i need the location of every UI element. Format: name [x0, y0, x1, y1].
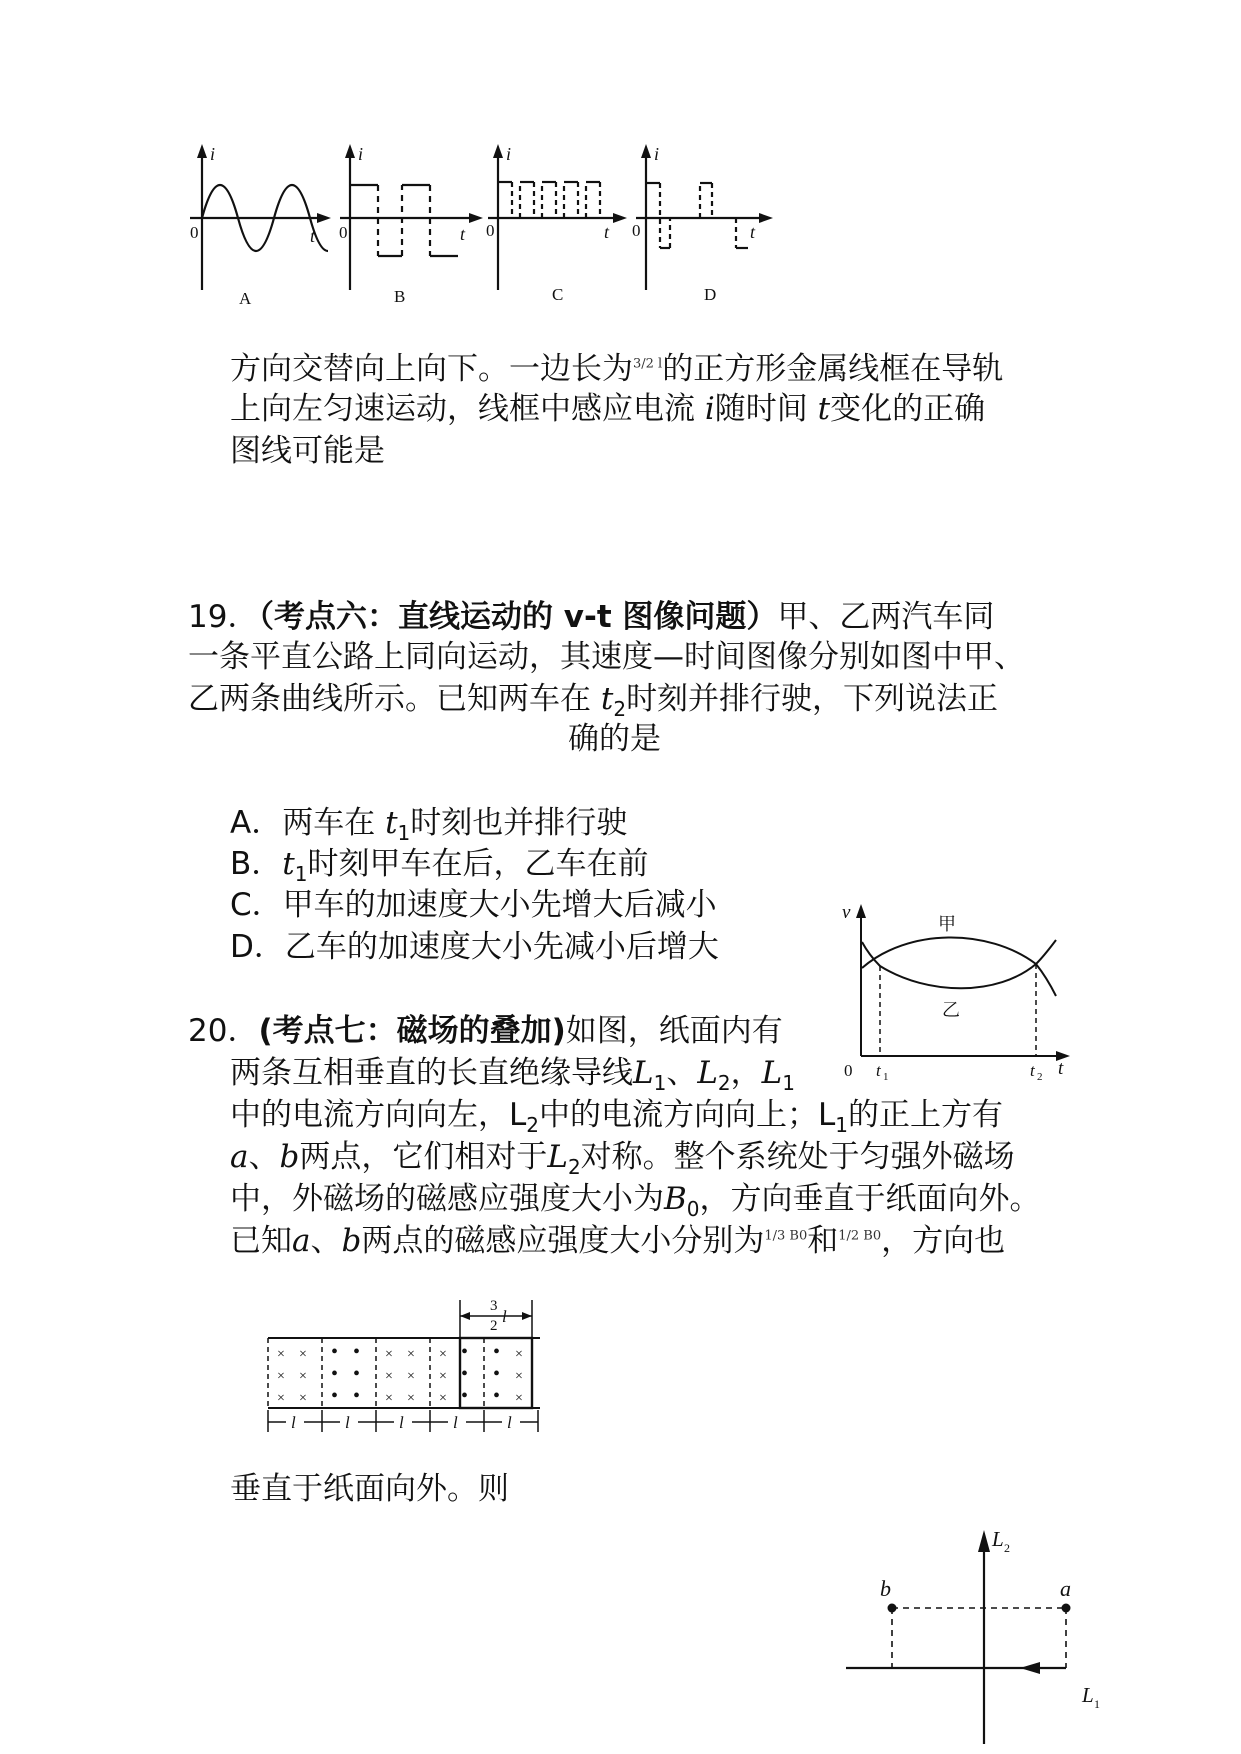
q19-origin: 0	[844, 1061, 853, 1080]
q20-line6-e: ，方向也	[881, 1223, 1006, 1259]
q18-line1-fraction: 3/2 l	[633, 356, 663, 372]
field-out-of-page-mark: •	[493, 1341, 501, 1363]
wires-figure	[840, 1512, 1136, 1748]
q19-line1	[188, 596, 994, 638]
q19-tag: （考点六：直线运动的 v-t 图像问题）	[258, 599, 778, 635]
field-out-of-page-mark: •	[353, 1363, 361, 1385]
q19-line3-sub: 2	[613, 697, 627, 722]
field-out-of-page-mark: •	[353, 1385, 361, 1407]
q19-option-a-var: t	[385, 805, 398, 841]
q19-option-b-post: 时刻甲车在后，乙车在前	[307, 846, 649, 882]
q19-line3-a: 乙两条曲线所示。已知两车在	[188, 681, 591, 717]
q20-line5-B-sub: 0	[686, 1197, 700, 1222]
field-into-page-mark: ×	[277, 1347, 285, 1362]
graph-d-origin: 0	[632, 221, 641, 240]
q20-line3-sub2: 1	[835, 1113, 849, 1138]
q20-line2-a: 两条互相垂直的长直绝缘导线	[230, 1055, 633, 1091]
q20-line4-L: L	[547, 1139, 568, 1175]
point-b	[888, 1604, 897, 1613]
q18-text-line3	[230, 430, 385, 472]
field-out-of-page-mark: •	[461, 1341, 469, 1363]
point-b-label: b	[880, 1576, 891, 1601]
q19-line1-rest: 甲、乙两汽车同	[777, 599, 995, 635]
field-into-page-mark: ×	[515, 1369, 523, 1384]
field-out-of-page-mark: •	[331, 1385, 339, 1407]
graph-a-i-label: i	[210, 144, 216, 164]
field-into-page-mark: ×	[407, 1391, 415, 1406]
graph-a-letter: A	[239, 289, 252, 308]
q20-line4-d: 两点，它们相对于	[299, 1139, 548, 1175]
graph-c-t-label: t	[604, 222, 610, 242]
field-into-page-mark: ×	[515, 1391, 523, 1406]
graph-b-i-label: i	[358, 144, 364, 164]
q19-jia-label: 甲	[938, 914, 956, 934]
q20-line7-text: 垂直于纸面向外。则	[230, 1471, 509, 1507]
q20-number: 20．	[188, 1013, 259, 1049]
q20-line7	[230, 1468, 509, 1510]
q19-v-label: v	[842, 902, 851, 923]
q20-line5-a: 中，外磁场的磁感应强度大小为	[230, 1181, 664, 1217]
q19-option-b-letter: B．	[230, 846, 283, 882]
wire-l1-sub: 1	[1094, 1697, 1100, 1711]
field-into-page-mark: ×	[515, 1347, 523, 1362]
field-into-page-mark: ×	[299, 1391, 307, 1406]
strip-seg-label-1: l	[291, 1413, 296, 1432]
graph-b-t-label: t	[460, 224, 466, 244]
q20-line4-a: a	[230, 1139, 249, 1175]
q19-t1-sub: 1	[883, 1071, 889, 1083]
q20-line6-av: a	[292, 1223, 311, 1259]
graph-c	[488, 144, 627, 290]
strip-width-var: l	[502, 1307, 507, 1326]
point-a-label: a	[1060, 1576, 1071, 1601]
strip-seg-label-3: l	[399, 1413, 404, 1432]
q18-line2-var-i: i	[704, 391, 715, 427]
q18-line1-b: 的正方形金属线框在导轨	[662, 351, 1004, 387]
graph-b	[340, 144, 483, 290]
q20-line6-fraction-1: 1/3 B0	[764, 1228, 808, 1244]
graph-a-t-label: t	[310, 226, 316, 246]
q18-line3: 图线可能是	[230, 433, 385, 469]
q20-line2-sep2: ，	[730, 1055, 762, 1091]
field-out-of-page-mark: •	[493, 1385, 501, 1407]
q20-line6-fraction-2: 1/2 B0	[838, 1228, 882, 1244]
q19-option-b-var: t	[282, 846, 295, 882]
q19-option-c-text: 甲车的加速度大小先增大后减小	[282, 887, 717, 923]
q19-option-a-pre: 两车在	[282, 805, 386, 841]
q19-option-b-sub: 1	[294, 862, 308, 887]
q18-text-line2	[230, 388, 985, 430]
q19-option-a-sub: 1	[397, 821, 411, 846]
q19-t-label: t	[1058, 1058, 1064, 1079]
wire-l2-sub: 2	[1004, 1541, 1010, 1555]
graph-b-letter: B	[394, 287, 406, 306]
q20-line3-b: 中的电流方向向上；L	[539, 1097, 836, 1133]
q18-line2-b: 随时间	[714, 391, 808, 427]
q18-line2-var-t: t	[817, 391, 831, 427]
graph-c-origin: 0	[486, 221, 495, 240]
field-into-page-mark: ×	[385, 1347, 393, 1362]
q20-line3-a: 中的电流方向向左，L	[230, 1097, 527, 1133]
q20-line2-L1-sub: 1	[653, 1071, 667, 1096]
strip-seg-label-5: l	[507, 1413, 512, 1432]
wire-l1-label: L	[1082, 1683, 1094, 1707]
graph-c-i-label: i	[506, 144, 512, 164]
q18-line1-a: 方向交替向上向下。一边长为	[230, 351, 633, 387]
q20-line4-L-sub: 2	[567, 1155, 581, 1180]
strip-seg-label-4: l	[453, 1413, 458, 1432]
field-into-page-mark: ×	[407, 1347, 415, 1362]
q20-line4-c: b	[279, 1139, 300, 1175]
field-into-page-mark: ×	[439, 1391, 447, 1406]
q20-line3-c: 的正上方有	[848, 1097, 1004, 1133]
q19-option-a-letter: A．	[230, 805, 283, 841]
q20-line4-b: 、	[248, 1139, 280, 1175]
field-into-page-mark: ×	[277, 1391, 285, 1406]
q20-line2-L1b: L	[761, 1055, 783, 1091]
field-into-page-mark: ×	[407, 1369, 415, 1384]
q20-line1-rest: 如图，纸面内有	[565, 1013, 783, 1049]
q19-line2-text: 一条平直公路上同向运动，其速度—时间图像分别如图中甲、	[188, 639, 1025, 675]
q19-line3-var: t	[600, 681, 614, 717]
q18-graphs	[190, 140, 790, 315]
graph-c-letter: C	[552, 285, 564, 304]
q19-t2-sub: 2	[1037, 1071, 1043, 1083]
q20-line3-sub1: 2	[526, 1113, 540, 1138]
strip-width-num: 3	[490, 1298, 498, 1314]
q19-line2	[188, 636, 1025, 678]
field-marks	[277, 1341, 523, 1407]
field-into-page-mark: ×	[277, 1369, 285, 1384]
q20-line2-L1: L	[633, 1055, 654, 1091]
q19-yi-label: 乙	[942, 1000, 960, 1020]
q19-t1-label: t	[876, 1061, 881, 1080]
q20-line2-L2-sub: 2	[717, 1071, 731, 1096]
q18-line2-a: 上向左匀速运动，线框中感应电流	[230, 391, 695, 427]
graph-a-origin: 0	[190, 223, 199, 242]
field-out-of-page-mark: •	[331, 1363, 339, 1385]
strip-seg-label-2: l	[345, 1413, 350, 1432]
q20-line6-d: 和	[807, 1223, 839, 1259]
q20-line2-L2: L	[697, 1055, 718, 1091]
strip-width-den: 2	[490, 1318, 498, 1334]
q19-option-d-letter: D．	[230, 929, 285, 965]
graph-d-i-label: i	[654, 144, 660, 164]
field-out-of-page-mark: •	[493, 1363, 501, 1385]
q19-number: 19．	[188, 599, 259, 635]
q20-line6-a: 已知	[230, 1223, 292, 1259]
graph-d-letter: D	[704, 285, 717, 304]
q19-t2-label: t	[1030, 1061, 1035, 1080]
q20-line1	[188, 1010, 783, 1052]
wire-l2-label: L	[992, 1527, 1004, 1551]
q20-line6-bv: b	[341, 1223, 362, 1259]
q20-line2-sep1: 、	[666, 1055, 698, 1091]
q19-option-d-text: 乙车的加速度大小先减小后增大	[284, 929, 719, 965]
field-out-of-page-mark: •	[353, 1341, 361, 1363]
q19-option-c[interactable]	[230, 884, 717, 926]
field-into-page-mark: ×	[385, 1391, 393, 1406]
q20-line6-b: 、	[310, 1223, 342, 1259]
q20-tag: (考点七：磁场的叠加)	[258, 1013, 566, 1049]
q19-option-a-post: 时刻也并排行驶	[410, 805, 628, 841]
field-into-page-mark: ×	[439, 1347, 447, 1362]
q19-option-c-letter: C．	[230, 887, 283, 923]
q20-line6-c: 两点的磁感应强度大小分别为	[361, 1223, 765, 1259]
q19-line4	[568, 718, 661, 760]
q18-line2-c: 变化的正确	[830, 391, 986, 427]
field-out-of-page-mark: •	[331, 1341, 339, 1363]
q20-line6	[230, 1220, 1005, 1262]
field-into-page-mark: ×	[439, 1369, 447, 1384]
point-a	[1062, 1604, 1071, 1613]
field-into-page-mark: ×	[385, 1369, 393, 1384]
q19-line4-text: 确的是	[568, 721, 661, 757]
q19-line3-b: 时刻并排行驶，下列说法正	[626, 681, 999, 717]
q19-curve-jia	[862, 937, 1056, 968]
field-strip-figure	[262, 1296, 544, 1446]
q19-option-d[interactable]	[230, 926, 719, 968]
field-out-of-page-mark: •	[461, 1385, 469, 1407]
q20-line5-b: ，方向垂直于纸面向外。	[699, 1181, 1041, 1217]
graph-b-origin: 0	[339, 223, 348, 242]
q18-text-line1	[230, 348, 1003, 390]
q19-vt-graph	[838, 898, 1078, 1083]
field-out-of-page-mark: •	[461, 1363, 469, 1385]
graph-d-t-label: t	[750, 222, 756, 242]
q20-line2-L1b-sub: 1	[782, 1071, 795, 1096]
graph-d	[636, 144, 773, 290]
q20-line4-e: 对称。整个系统处于匀强外磁场	[580, 1139, 1015, 1175]
field-into-page-mark: ×	[299, 1347, 307, 1362]
q20-line5-B: B	[664, 1181, 687, 1217]
field-into-page-mark: ×	[299, 1369, 307, 1384]
